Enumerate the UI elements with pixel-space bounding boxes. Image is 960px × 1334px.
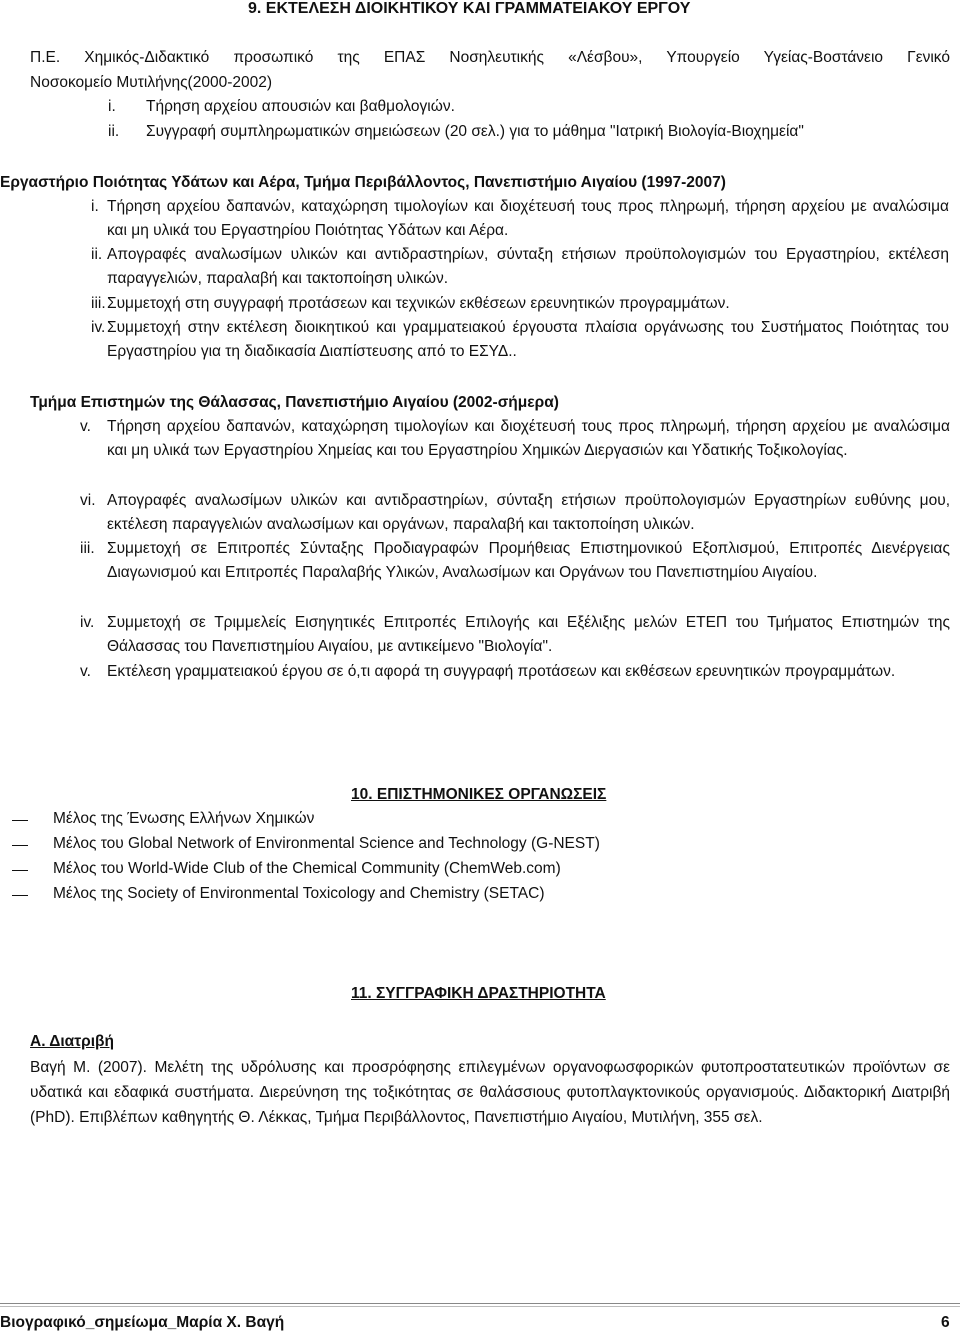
bullet-dash — [12, 895, 28, 896]
footer-rule — [0, 1306, 960, 1307]
bullet-dash — [12, 870, 28, 871]
item-number: v. — [80, 418, 91, 435]
item-text: Συμμετοχή στη συγγραφή προτάσεων και τεχνικών εκθέσεων ερευνητικών προγραμμάτων. — [107, 295, 730, 312]
org-item: Μέλος της Ένωσης Ελλήνων Χημικών — [53, 810, 315, 827]
item-number: i. — [108, 98, 116, 115]
pe-position-line1: Π.Ε. Χημικός-Διδακτικό προσωπικό της ΕΠΑΣ Νοσηλευτικής «Λέσβου», Υπουργείο Υγείας-Βοστάνειο Γενικό — [30, 49, 950, 66]
item-number: iv. — [91, 319, 106, 336]
org-item: Μέλος της Society of Environmental Toxicology and Chemistry (SETAC) — [53, 885, 545, 902]
item-text: Συμμετοχή σε Τριμμελείς Εισηγητικές Επιτροπές Επιλογής και Εξέλιξης μελών ΕΤΕΠ του Τμήματος Επιστημών της Θάλασσας του Πανεπιστημίου Αιγαίου, με αντικείμενο "Βιολογία". — [107, 614, 950, 655]
org-item: Μέλος του World-Wide Club of the Chemical Community (ChemWeb.com) — [53, 860, 561, 877]
org-item: Μέλος του Global Network of Environmental Science and Technology (G-NEST) — [53, 835, 600, 852]
item-text: Απογραφές αναλωσίμων υλικών και αντιδραστηρίων, σύνταξη ετήσιων προϋπολογισμών Εργαστηρίων ευθύνης μου, εκτέλεση παραγγελιών αναλωσίμων και οργάνων, παραλαβή και τακτοποίηση υλικών. — [107, 492, 950, 533]
thesis-label: Α. Διατριβή — [30, 1033, 114, 1050]
section-11-heading: 11. ΣΥΓΓΡΑΦΙΚΗ ΔΡΑΣΤΗΡΙΟΤΗΤΑ — [351, 985, 606, 1002]
item-number: iii. — [91, 295, 106, 312]
footer-title: Βιογραφικό_σημείωμα_Μαρία Χ. Βαγή — [0, 1314, 285, 1331]
item-text: Τήρηση αρχείου δαπανών, καταχώρηση τιμολογίων και διοχέτευσή τους προς πληρωμή, τήρηση αρχείου με αναλώσιμα και μη υλικά του Εργαστηρίου Ποιότητας Υδάτων και Αέρα. — [107, 198, 949, 239]
pe-position-line2: Νοσοκομείο Μυτιλήνης(2000-2002) — [30, 74, 273, 91]
thesis-text: Βαγή Μ. (2007). Μελέτη της υδρόλυσης και προσρόφησης επιλεγμένων οργανοφωσφορικών φυτοπροστατευτικών προϊόντων σε υδατικά και εδαφικά συστήματα. Διερεύνηση της τοξικότητας σε θαλάσσιους φυτοπλαγκτονικούς οργανισμούς. Διδακτορική Διατριβή (PhD). Επιβλέπων καθηγητής Θ. Λέκκας, Τμήμα Περιβάλλοντος, Πανεπιστήμιο Αιγαίου, Μυτιλήνη, 355 σελ. — [30, 1059, 950, 1126]
item-text: Εκτέλεση γραμματειακού έργου σε ό,τι αφορά τη συγγραφή προτάσεων και εκθέσεων ερευνητικών προγραμμάτων. — [107, 663, 896, 680]
item-text: Τήρηση αρχείου δαπανών, καταχώρηση τιμολογίων και διοχέτευσή τους προς πληρωμή, τήρηση αρχείου με αναλώσιμα και μη υλικά των Εργαστηρίου Χημείας και του Εργαστηρίου Χημικών Διεργασιών και Υδατικής Τοξικολογίας. — [107, 418, 950, 459]
lab-title: Εργαστήριο Ποιότητας Υδάτων και Αέρα, Τμήμα Περιβάλλοντος, Πανεπιστήμιο Αιγαίου (1997-2007) — [0, 174, 726, 191]
item-text: Συμμετοχή σε Επιτροπές Σύνταξης Προδιαγραφών Προμήθειας Επιστημονικού Εξοπλισμού, Επιτροπές Διενέργειας Διαγωνισμού και Επιτροπές Παραλαβής Υλικών, Αναλωσίμων και Οργάνων του Πανεπιστημίου Αιγαίου. — [107, 540, 950, 581]
item-number: iv. — [80, 614, 95, 631]
bullet-dash — [12, 845, 28, 846]
item-number: i. — [91, 198, 99, 215]
item-text: Απογραφές αναλωσίμων υλικών και αντιδραστηρίων, σύνταξη ετήσιων προϋπολογισμών του Εργαστηρίου, εκτέλεση παραγγελιών, παραλαβή και τακτοποίηση υλικών. — [107, 246, 949, 287]
item-number: ii. — [91, 246, 103, 263]
item-text: Συγγραφή συμπληρωματικών σημειώσεων (20 σελ.) για το μάθημα "Ιατρική Βιολογία-Βιοχημεία" — [146, 123, 804, 140]
footer-rule — [0, 1303, 960, 1304]
section-10-heading: 10. ΕΠΙΣΤΗΜΟΝΙΚΕΣ ΟΡΓΑΝΩΣΕΙΣ — [351, 786, 607, 803]
item-number: iii. — [80, 540, 95, 557]
item-text: Τήρηση αρχείου απουσιών και βαθμολογιών. — [146, 98, 455, 115]
item-text: Συμμετοχή στην εκτέλεση διοικητικού και γραμματειακού έργουστα πλαίσια οργάνωσης του Συστήματος Ποιότητας του Εργαστηρίου για τη διαδικασία Διαπίστευσης από το ΕΣΥΔ.. — [107, 319, 949, 360]
marine-title: Τμήμα Επιστημών της Θάλασσας, Πανεπιστήμιο Αιγαίου (2002-σήμερα) — [30, 394, 559, 411]
item-number: ii. — [108, 123, 120, 140]
bullet-dash — [12, 820, 28, 821]
page-number: 6 — [941, 1314, 950, 1331]
item-number: vi. — [80, 492, 96, 509]
section-9-heading: 9. ΕΚΤΕΛΕΣΗ ΔΙΟΙΚΗΤΙΚΟΥ ΚΑΙ ΓΡΑΜΜΑΤΕΙΑΚΟΥ ΕΡΓΟΥ — [248, 0, 691, 17]
item-number: v. — [80, 663, 91, 680]
